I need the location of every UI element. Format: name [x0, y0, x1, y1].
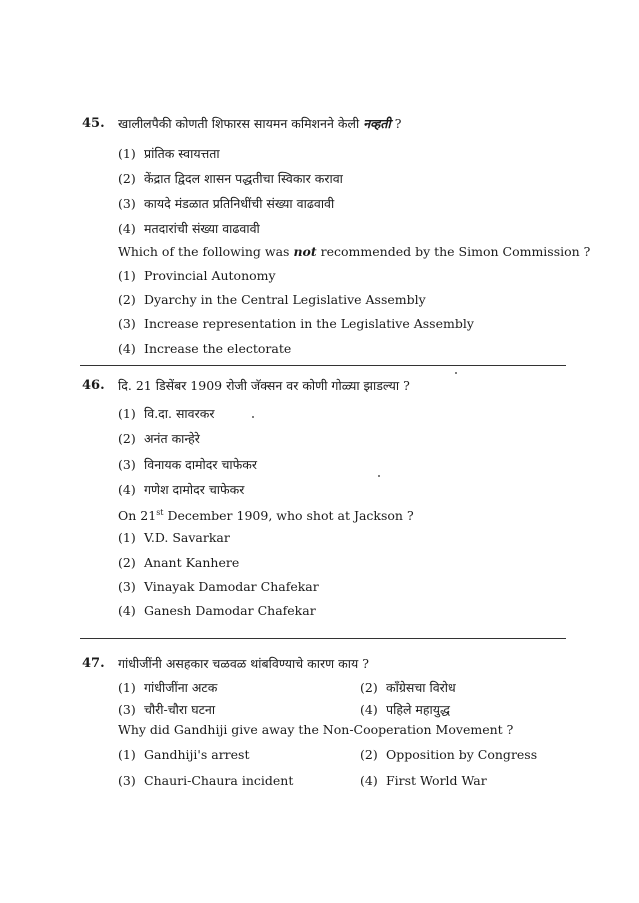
scan-speck — [252, 416, 254, 418]
option-english: (1) V.D. Savarkar — [118, 530, 230, 545]
option-marathi: (1) प्रांतिक स्वायत्तता — [118, 146, 220, 161]
scan-speck — [455, 372, 457, 374]
option-marathi: (2) केंद्रात द्विदल शासन पद्धतीचा स्विकार करावा — [118, 171, 343, 186]
option-marathi: (4) गणेश दामोदर चाफेकर — [118, 482, 245, 497]
question-number: 47. — [82, 656, 105, 671]
question-number: 45. — [82, 116, 105, 131]
option-english: (2) Opposition by Congress — [360, 747, 538, 762]
question-stem-english: Why did Gandhiji give away the Non-Cooperation Movement ? — [118, 722, 514, 737]
option-english: (4) Ganesh Damodar Chafekar — [118, 603, 316, 618]
option-marathi: (2) कॉंग्रेसचा विरोध — [360, 680, 456, 695]
section-divider — [80, 365, 566, 366]
option-english: (3) Vinayak Damodar Chafekar — [118, 579, 319, 594]
question-number: 46. — [82, 378, 105, 393]
option-english: (4) Increase the electorate — [118, 341, 292, 356]
option-marathi: (3) चौरी-चौरा घटना — [118, 702, 216, 717]
option-marathi: (3) कायदे मंडळात प्रतिनिधींची संख्या वाढवावी — [118, 196, 335, 211]
question-stem-marathi: खालीलपैकी कोणती शिफारस सायमन कमिशनने केली नव्हती ? — [118, 116, 402, 131]
negation-emphasis: नव्हती — [363, 116, 391, 131]
question-stem-english: On 21st December 1909, who shot at Jackson ? — [118, 508, 414, 524]
option-english: (4) First World War — [360, 773, 487, 788]
scan-speck — [378, 475, 380, 477]
question-stem-marathi: गांधीजींनी असहकार चळवळ थांबविण्याचे कारण काय ? — [118, 656, 369, 671]
option-english: (3) Increase representation in the Legislative Assembly — [118, 316, 474, 331]
option-english: (1) Provincial Autonomy — [118, 268, 276, 283]
option-marathi: (1) वि.दा. सावरकर — [118, 406, 215, 421]
option-english: (1) Gandhiji's arrest — [118, 747, 250, 762]
option-english: (2) Dyarchy in the Central Legislative Assembly — [118, 292, 426, 307]
option-marathi: (3) विनायक दामोदर चाफेकर — [118, 457, 258, 472]
option-marathi: (2) अनंत कान्हेरे — [118, 431, 200, 446]
question-stem-english: Which of the following was not recommended by the Simon Commission ? — [118, 244, 591, 259]
option-marathi: (1) गांधीजींना अटक — [118, 680, 218, 695]
section-divider — [80, 638, 566, 639]
option-marathi: (4) पहिले महायुद्ध — [360, 702, 451, 717]
question-stem-marathi: दि. 21 डिसेंबर 1909 रोजी जॅक्सन वर कोणी गोळ्या झाडल्या ? — [118, 378, 410, 393]
option-marathi: (4) मतदारांची संख्या वाढवावी — [118, 221, 260, 236]
option-english: (3) Chauri-Chaura incident — [118, 773, 294, 788]
negation-emphasis: not — [293, 244, 317, 259]
option-english: (2) Anant Kanhere — [118, 555, 240, 570]
